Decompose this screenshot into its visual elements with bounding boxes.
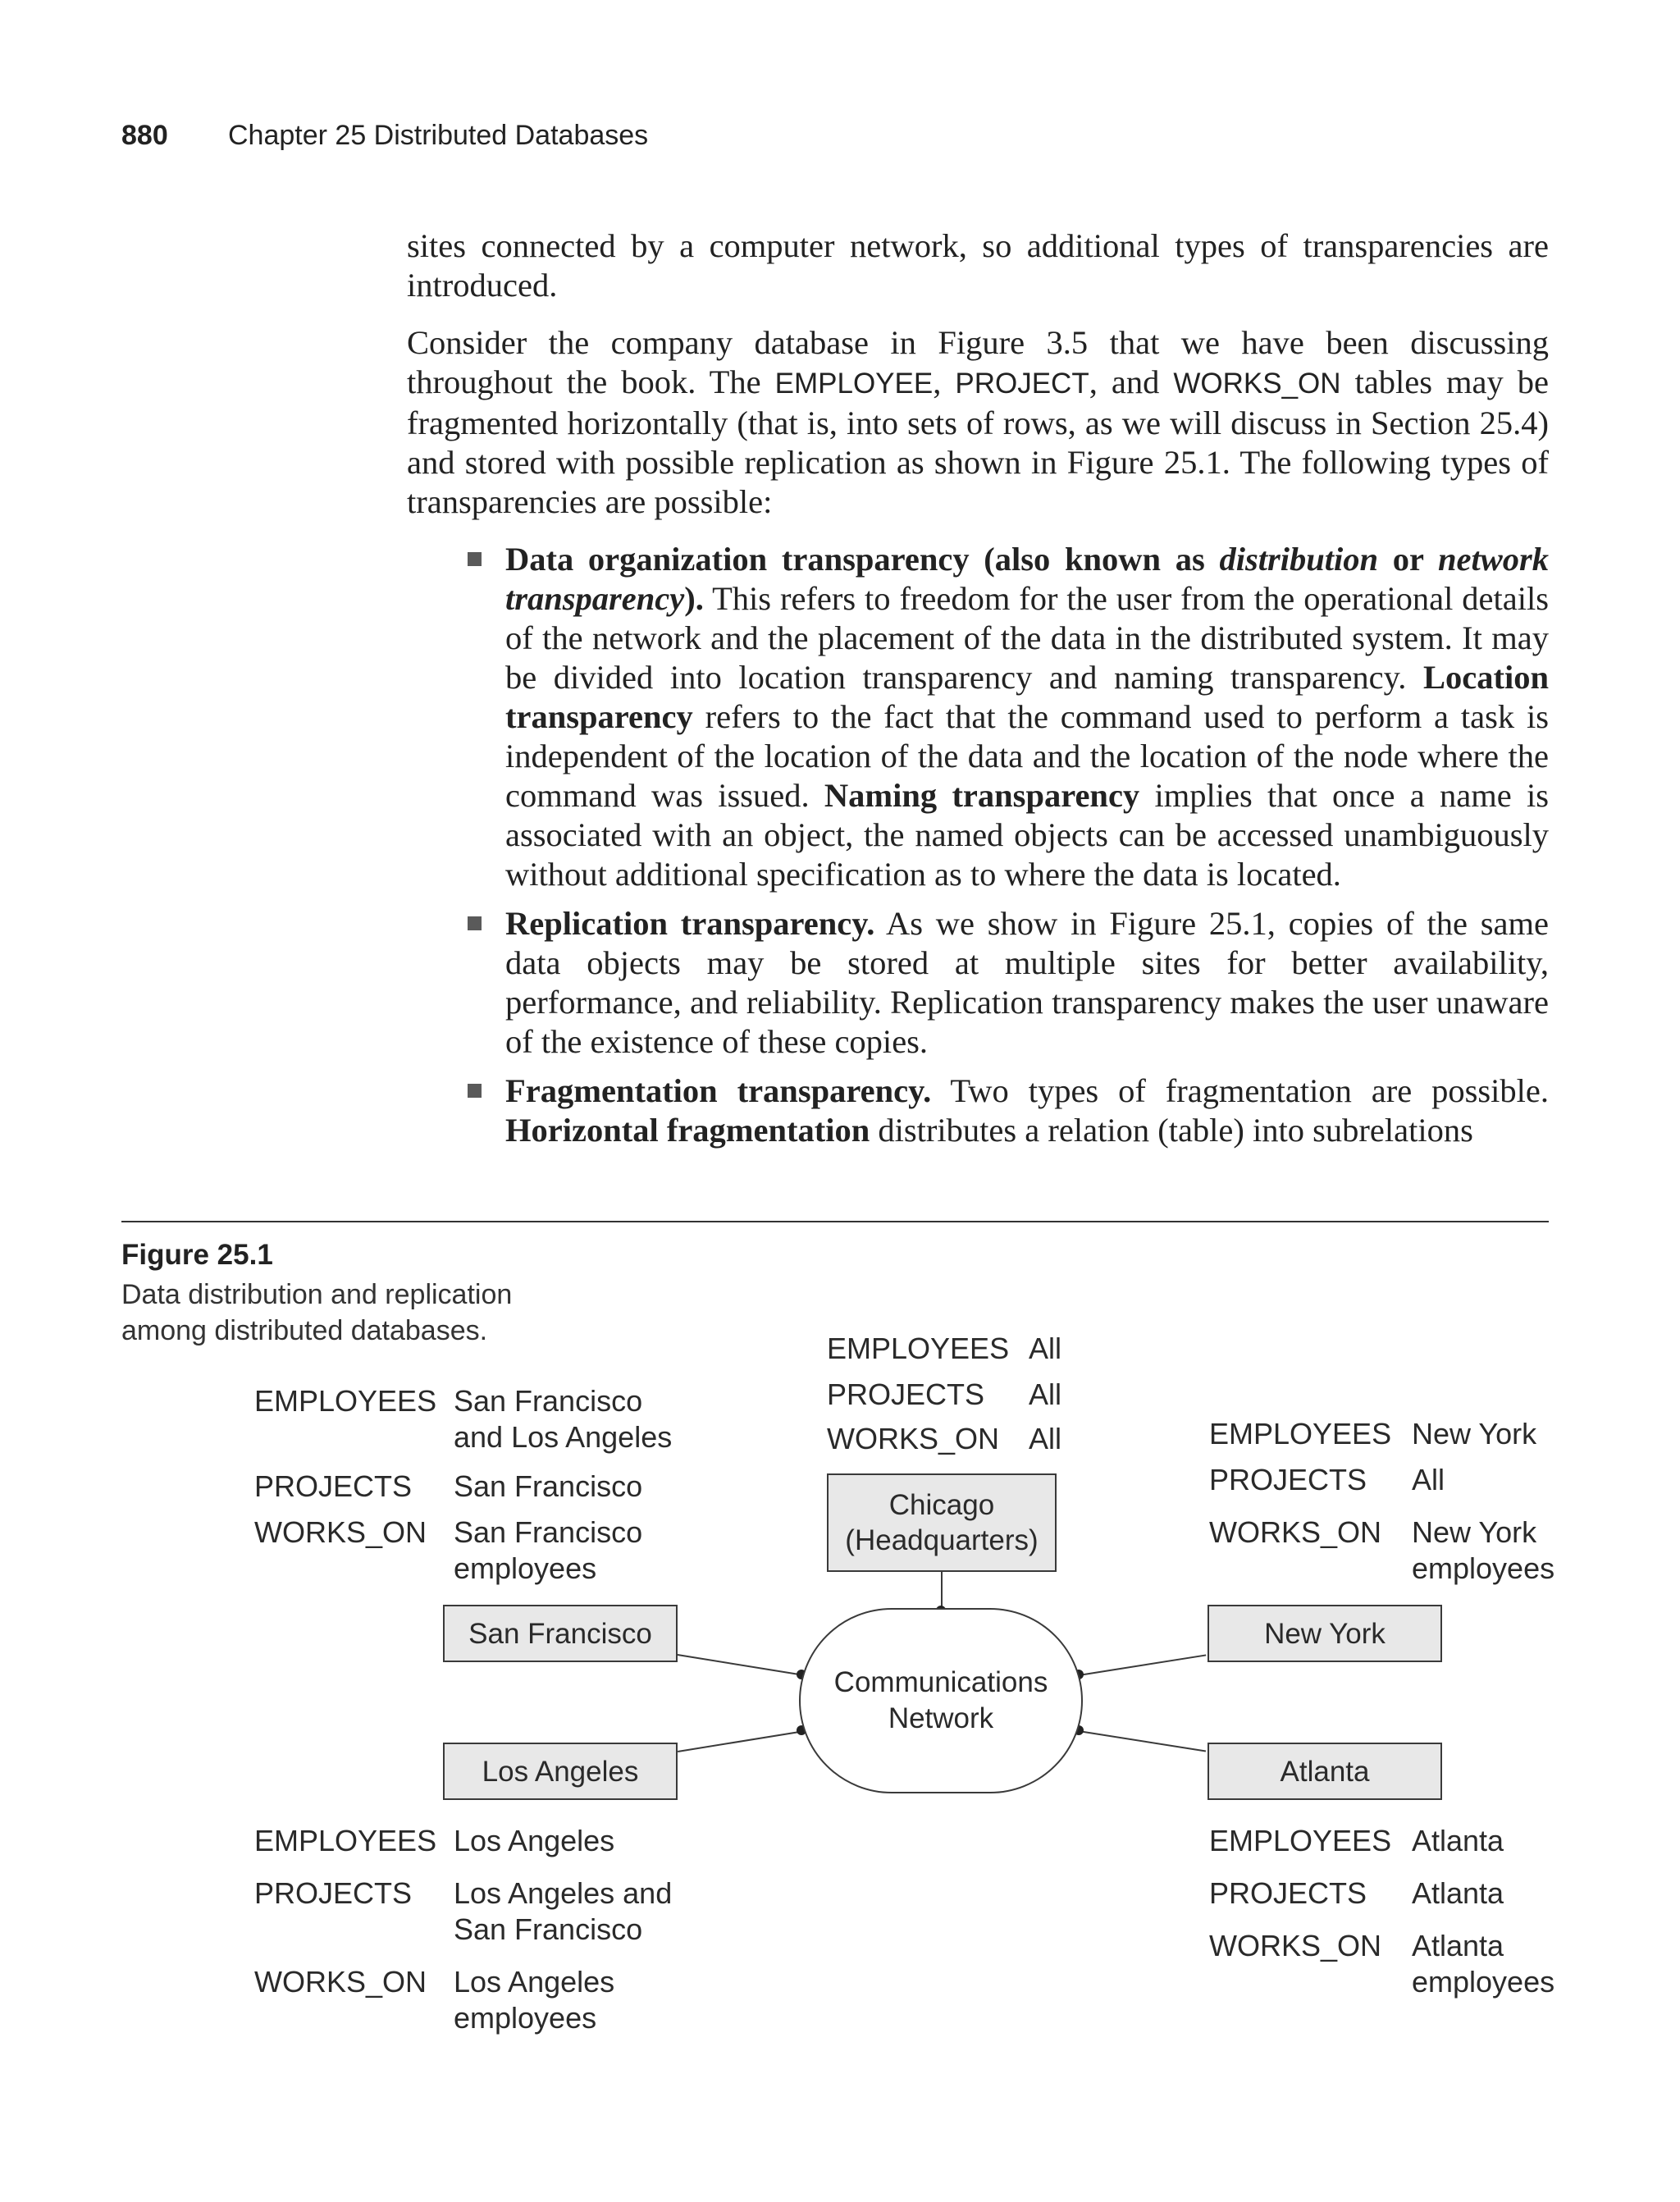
paragraph-2 — [407, 323, 1549, 522]
running-head: Chapter 25 Distributed Databases — [228, 120, 649, 151]
ny-works-on-value-1: New York — [1412, 1515, 1537, 1549]
bullet-term: ). — [684, 580, 704, 617]
network-label-line-1: Communications — [833, 1666, 1048, 1698]
bullet-list — [407, 540, 1549, 1150]
atl-employees-value: Atlanta — [1412, 1824, 1504, 1857]
site-box-los-angeles: Los Angeles — [443, 1743, 678, 1800]
chicago-projects-value: All — [1029, 1377, 1062, 1411]
communications-network — [799, 1608, 1083, 1793]
sf-works-on-value-1: San Francisco — [454, 1515, 643, 1549]
ny-projects-label: PROJECTS — [1209, 1463, 1367, 1496]
p2-text-c: , and — [1089, 363, 1174, 400]
chicago-works-on-value: All — [1029, 1422, 1062, 1455]
sf-projects-label: PROJECTS — [254, 1469, 413, 1503]
bullet-term: Fragmentation transparency. — [505, 1072, 932, 1109]
atl-works-on-value-2: employees — [1412, 1965, 1555, 1999]
bullet-text: This refers to freedom for the user from the operational details of the network and the placement of the data in the distributed system. It may be divided into location transparency and naming transparency. — [505, 580, 1549, 696]
table-name-works-on: WORKS_ON — [1173, 368, 1341, 400]
la-employees-value: Los Angeles — [454, 1824, 615, 1857]
connector-san-francisco — [678, 1654, 803, 1676]
figure-caption: Data distribution and replication among distributed databases. — [121, 1279, 513, 1346]
site-name-chicago-sub: (Headquarters) — [845, 1524, 1039, 1556]
figure-divider — [121, 1221, 1549, 1222]
table-name-project: PROJECT — [955, 368, 1089, 400]
bullet-term: Replication transparency. — [505, 905, 875, 942]
site-box-chicago — [827, 1473, 1057, 1572]
chicago-projects-label: PROJECTS — [827, 1377, 985, 1411]
ny-works-on-label: WORKS_ON — [1209, 1515, 1382, 1549]
la-works-on-label: WORKS_ON — [254, 1965, 427, 1999]
table-name-employee: EMPLOYEE — [774, 368, 934, 400]
la-works-on-value-2: employees — [454, 2001, 597, 2035]
paragraph-1: sites connected by a computer network, so additional types of transparencies are introduced. — [407, 227, 1549, 304]
connector-new-york — [1079, 1654, 1206, 1676]
sf-employees-value-2: and Los Angeles — [454, 1420, 673, 1454]
bullet-item-data-organization — [407, 540, 1549, 894]
p2-text-d: tables may be fragmented horizontally (that is, into sets of rows, as we will discuss in Section 25.4) and stored with possible replication as shown in Figure 25.1. The following types of transparencies are possible: — [407, 363, 1550, 520]
site-box-atlanta: Atlanta — [1208, 1743, 1442, 1800]
la-employees-label: EMPLOYEES — [254, 1824, 437, 1857]
sf-employees-value-1: San Francisco — [454, 1384, 643, 1418]
ny-projects-value: All — [1412, 1463, 1445, 1496]
connector-atlanta — [1079, 1730, 1206, 1752]
atl-works-on-label: WORKS_ON — [1209, 1929, 1382, 1962]
chicago-works-on-label: WORKS_ON — [827, 1422, 1000, 1455]
sf-employees-label: EMPLOYEES — [254, 1384, 437, 1418]
bullet-term: Horizontal fragmentation — [505, 1112, 870, 1149]
atl-projects-value: Atlanta — [1412, 1876, 1504, 1910]
bullet-square-icon — [468, 552, 482, 566]
bullet-text: distributes a relation (table) into subrelations — [870, 1112, 1473, 1149]
la-works-on-value-1: Los Angeles — [454, 1965, 615, 1999]
bullet-term-italic: network transparency — [505, 541, 1549, 617]
bullet-text: Two types of fragmentation are possible. — [931, 1072, 1549, 1109]
p2-text-b: , — [933, 363, 956, 400]
atl-employees-label: EMPLOYEES — [1209, 1824, 1392, 1857]
bullet-text: refers to the fact that the command used to perform a task is independent of the location of the data and the location of the node where the command was issued. — [505, 698, 1549, 814]
connector-los-angeles — [678, 1730, 803, 1752]
bullet-term: Location transparency — [505, 659, 1549, 735]
bullet-square-icon — [468, 916, 482, 930]
sf-works-on-value-2: employees — [454, 1551, 597, 1585]
la-projects-value-2: San Francisco — [454, 1912, 643, 1946]
bullet-item-fragmentation — [407, 1071, 1549, 1150]
bullet-term: or — [1378, 541, 1438, 578]
bullet-square-icon — [468, 1084, 482, 1098]
bullet-item-replication — [407, 904, 1549, 1062]
sf-projects-value: San Francisco — [454, 1469, 643, 1503]
site-box-new-york: New York — [1208, 1605, 1442, 1662]
figure-label: Figure 25.1 — [121, 1239, 273, 1271]
atl-works-on-value-1: Atlanta — [1412, 1929, 1504, 1962]
bullet-text: As we show in Figure 25.1, copies of the same data objects may be stored at multiple sites for better availability, performance, and reliability. Replication transparency makes the user unaware of the existence of these copies. — [505, 905, 1549, 1060]
page-number: 880 — [121, 120, 168, 151]
sf-works-on-label: WORKS_ON — [254, 1515, 427, 1549]
bullet-text: implies that once a name is associated with an object, the named objects can be accessed unambiguously without additional specification as to where the data is located. — [505, 777, 1549, 893]
body-text — [407, 226, 1549, 1160]
network-label-line-2: Network — [888, 1702, 994, 1734]
p2-text-a: Consider the company database in Figure 3.5 that we have been discussing throughout the book. The — [407, 324, 1549, 400]
chicago-employees-value: All — [1029, 1332, 1062, 1365]
bullet-term: Data organization transparency (also known as — [505, 541, 1220, 578]
bullet-term: Naming transparency — [824, 777, 1140, 814]
site-name-chicago: Chicago — [888, 1489, 995, 1521]
site-box-san-francisco: San Francisco — [443, 1605, 678, 1662]
atl-projects-label: PROJECTS — [1209, 1876, 1367, 1910]
ny-works-on-value-2: employees — [1412, 1551, 1555, 1585]
ny-employees-label: EMPLOYEES — [1209, 1417, 1392, 1450]
la-projects-label: PROJECTS — [254, 1876, 413, 1910]
chicago-employees-label: EMPLOYEES — [827, 1332, 1010, 1365]
bullet-term-italic: distribution — [1219, 541, 1379, 578]
la-projects-value-1: Los Angeles and — [454, 1876, 673, 1910]
ny-employees-value: New York — [1412, 1417, 1537, 1450]
